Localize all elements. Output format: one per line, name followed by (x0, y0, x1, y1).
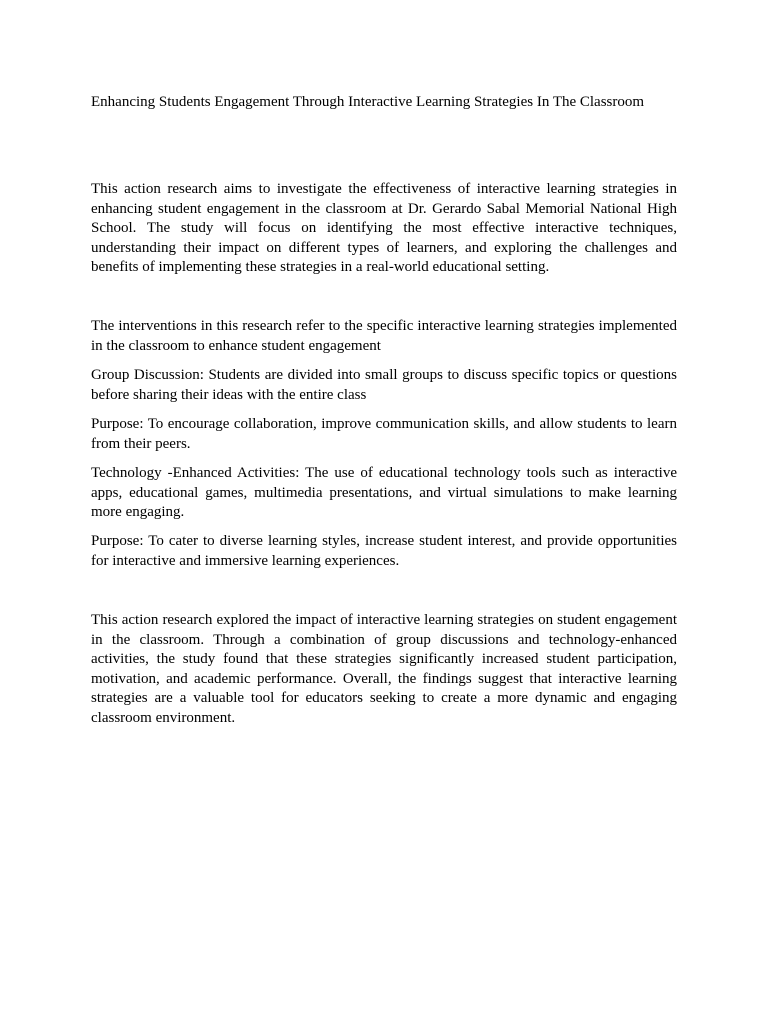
document-title: Enhancing Students Engagement Through Interactive Learning Strategies In The Classroom (91, 94, 645, 110)
technology-purpose-paragraph: Purpose: To cater to diverse learning styles, increase student interest, and provide opportunities for interactive and immersive learning experiences. (91, 533, 677, 569)
group-discussion-paragraph: Group Discussion: Students are divided into small groups to discuss specific topics or questions before sharing their ideas with the entire class (91, 367, 677, 403)
intro-paragraph: This action research aims to investigate the effectiveness of interactive learning strategies in enhancing student engagement in the classroom at Dr. Gerardo Sabal Memorial National High School. The study will focus on identifying the most effective interactive techniques, understanding their impact on different types of learners, and exploring the challenges and benefits of implementing these strategies in a real-world educational setting. (91, 181, 677, 275)
group-discussion-purpose-paragraph: Purpose: To encourage collaboration, improve communication skills, and allow students to learn from their peers. (91, 416, 677, 452)
conclusion-paragraph: This action research explored the impact of interactive learning strategies on student engagement in the classroom. Through a combination of group discussions and technology-enhanced activities, the study found that these strategies significantly increased student participation, motivation, and academic performance. Overall, the findings suggest that interactive learning strategies are a valuable tool for educators seeking to create a more dynamic and engaging classroom environment. (91, 612, 677, 726)
technology-activities-paragraph: Technology -Enhanced Activities: The use of educational technology tools such as interactive apps, educational games, multimedia presentations, and virtual simulations to make learning more engaging. (91, 465, 677, 520)
interventions-paragraph: The interventions in this research refer to the specific interactive learning strategies implemented in the classroom to enhance student engagement (91, 318, 677, 354)
